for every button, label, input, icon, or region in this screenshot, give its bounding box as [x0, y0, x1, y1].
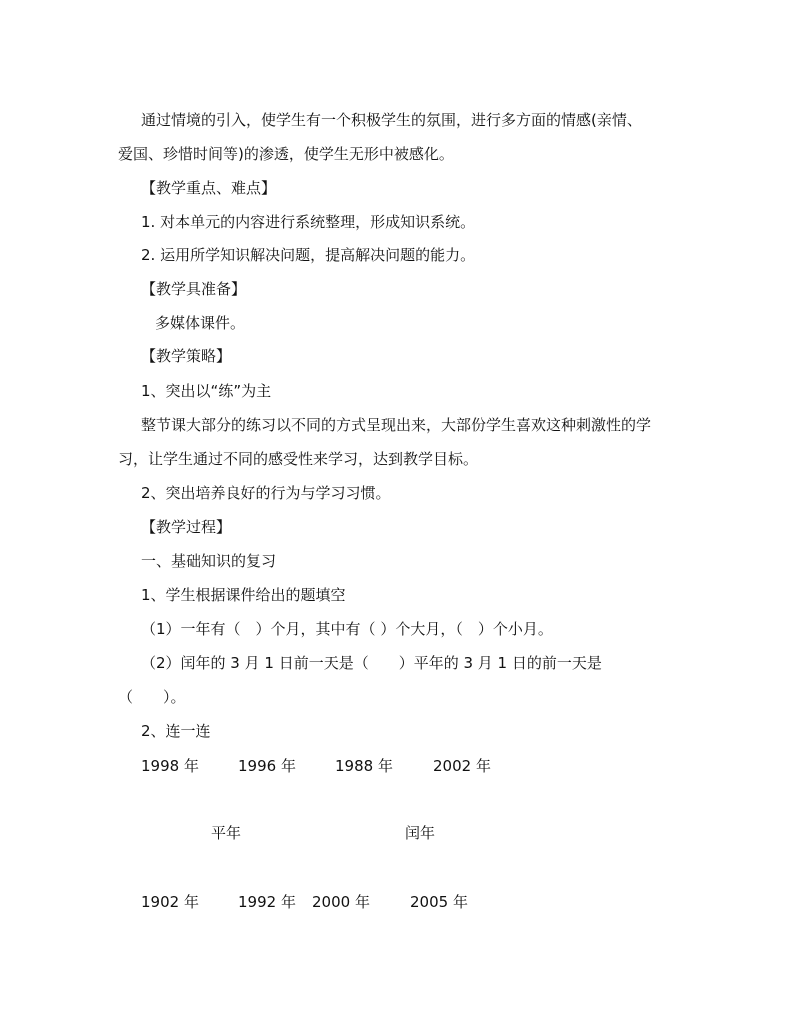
question-1: （1）一年有（ ）个月，其中有（ ）个大月，（ ）个小月。: [141, 620, 553, 638]
section-1-title: 一、基础知识的复习: [141, 552, 277, 570]
question-2-line-1: （2）闰年的 3 月 1 日前一天是（ ）平年的 3 月 1 日的前一天是: [141, 654, 602, 672]
strategy-2: 2、突出培养良好的行为与学习习惯。: [141, 484, 391, 502]
process-heading: 【教学过程】: [141, 518, 232, 536]
key-points-heading: 【教学重点、难点】: [141, 179, 277, 197]
bottom-year-2000: 2000 年: [312, 893, 370, 911]
bottom-year-1992: 1992 年: [238, 893, 296, 911]
intro-line-2: 爱国、珍惜时间等)的渗透，使学生无形中被感化。: [118, 145, 454, 163]
top-year-1996: 1996 年: [238, 757, 296, 775]
item-2: 2、连一连: [141, 722, 211, 740]
strategy-heading: 【教学策略】: [141, 347, 232, 365]
item-1: 1、学生根据课件给出的题填空: [141, 586, 346, 604]
category-leap-year: 闰年: [405, 824, 436, 842]
top-year-1988: 1988 年: [335, 757, 393, 775]
category-common-year: 平年: [211, 824, 242, 842]
top-year-2002: 2002 年: [433, 757, 491, 775]
bottom-year-1902: 1902 年: [141, 893, 199, 911]
top-year-1998: 1998 年: [141, 757, 199, 775]
tools-text: 多媒体课件。: [155, 314, 246, 332]
strategy-1-desc-line-1: 整节课大部分的练习以不同的方式呈现出来，大部份学生喜欢这种刺激性的学: [141, 416, 652, 434]
bottom-year-2005: 2005 年: [410, 893, 468, 911]
key-point-1: 1. 对本单元的内容进行系统整理，形成知识系统。: [141, 213, 476, 231]
tools-heading: 【教学具准备】: [141, 280, 247, 298]
question-2-line-2: （ ）。: [118, 688, 186, 706]
strategy-1-desc-line-2: 习，让学生通过不同的感受性来学习，达到教学目标。: [118, 450, 479, 468]
key-point-2: 2. 运用所学知识解决问题，提高解决问题的能力。: [141, 246, 476, 264]
strategy-1: 1、突出以“练”为主: [141, 382, 272, 400]
intro-line-1: 通过情境的引入，使学生有一个积极学生的氛围，进行多方面的情感(亲情、: [141, 111, 642, 129]
